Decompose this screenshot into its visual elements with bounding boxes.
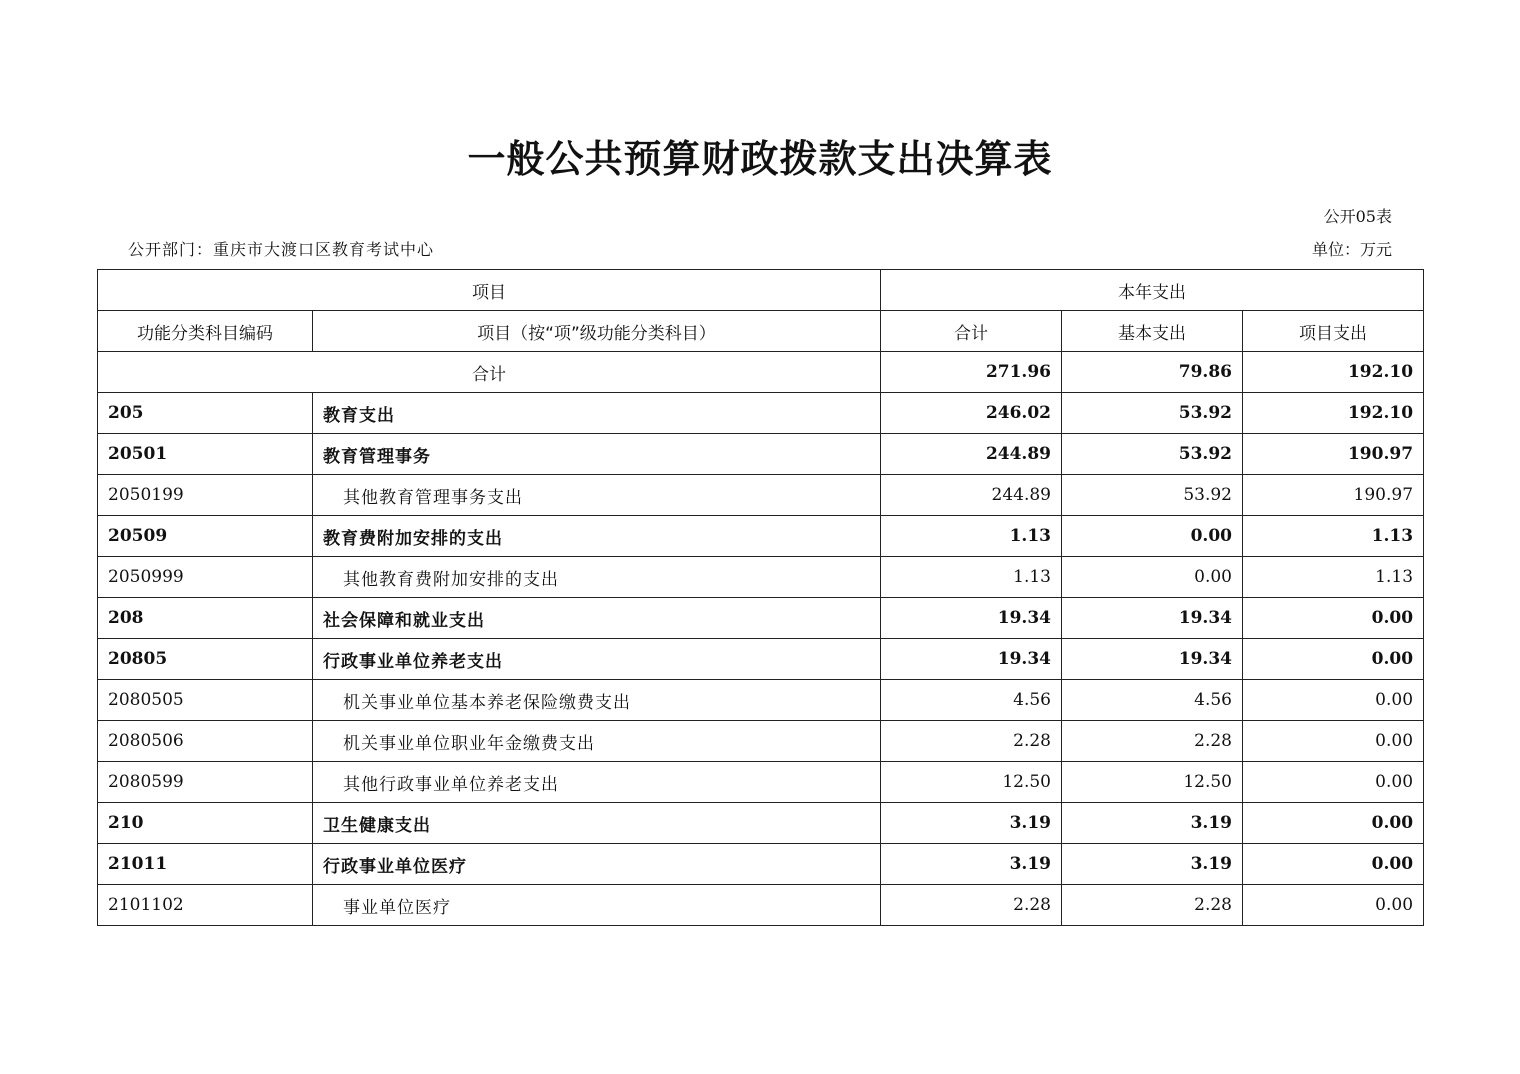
row-name: 其他教育费附加安排的支出 bbox=[313, 557, 881, 598]
row-name: 社会保障和就业支出 bbox=[313, 598, 881, 639]
row-project: 190.97 bbox=[1243, 434, 1424, 475]
table-row bbox=[98, 639, 1424, 680]
row-code: 2080505 bbox=[98, 680, 313, 721]
row-basic: 19.34 bbox=[1062, 639, 1243, 680]
row-total: 19.34 bbox=[881, 598, 1062, 639]
total-row bbox=[98, 352, 1424, 393]
row-code: 2080506 bbox=[98, 721, 313, 762]
row-total: 3.19 bbox=[881, 803, 1062, 844]
unit-label: 单位：万元 bbox=[1311, 240, 1392, 259]
row-name: 行政事业单位医疗 bbox=[313, 844, 881, 885]
header-basic: 基本支出 bbox=[1062, 311, 1243, 352]
row-project: 1.13 bbox=[1243, 516, 1424, 557]
row-project: 0.00 bbox=[1243, 844, 1424, 885]
row-total: 2.28 bbox=[881, 885, 1062, 926]
row-name: 教育支出 bbox=[313, 393, 881, 434]
table-row bbox=[98, 803, 1424, 844]
row-project: 0.00 bbox=[1243, 803, 1424, 844]
row-name: 机关事业单位基本养老保险缴费支出 bbox=[313, 680, 881, 721]
row-total: 246.02 bbox=[881, 393, 1062, 434]
row-basic: 2.28 bbox=[1062, 885, 1243, 926]
total-row-label: 合计 bbox=[98, 352, 881, 393]
table-row bbox=[98, 598, 1424, 639]
row-code: 20501 bbox=[98, 434, 313, 475]
row-basic: 2.28 bbox=[1062, 721, 1243, 762]
row-project: 0.00 bbox=[1243, 885, 1424, 926]
header-code: 功能分类科目编码 bbox=[98, 311, 313, 352]
row-total: 244.89 bbox=[881, 434, 1062, 475]
header-group-row bbox=[98, 270, 1424, 311]
header-total: 合计 bbox=[881, 311, 1062, 352]
row-basic: 4.56 bbox=[1062, 680, 1243, 721]
row-name: 行政事业单位养老支出 bbox=[313, 639, 881, 680]
page-title: 一般公共预算财政拨款支出决算表 bbox=[467, 137, 1053, 181]
row-total: 244.89 bbox=[881, 475, 1062, 516]
row-project: 190.97 bbox=[1243, 475, 1424, 516]
header-row bbox=[98, 311, 1424, 352]
total-row-basic: 79.86 bbox=[1062, 352, 1243, 393]
table-row bbox=[98, 475, 1424, 516]
header-group-expense: 本年支出 bbox=[881, 270, 1424, 311]
row-code: 210 bbox=[98, 803, 313, 844]
row-name: 卫生健康支出 bbox=[313, 803, 881, 844]
row-total: 2.28 bbox=[881, 721, 1062, 762]
table-row bbox=[98, 844, 1424, 885]
row-basic: 0.00 bbox=[1062, 557, 1243, 598]
row-basic: 12.50 bbox=[1062, 762, 1243, 803]
row-name: 教育费附加安排的支出 bbox=[313, 516, 881, 557]
table-row bbox=[98, 516, 1424, 557]
table-row bbox=[98, 885, 1424, 926]
row-total: 19.34 bbox=[881, 639, 1062, 680]
row-basic: 53.92 bbox=[1062, 475, 1243, 516]
row-code: 21011 bbox=[98, 844, 313, 885]
header-item-name: 项目（按“项”级功能分类科目） bbox=[313, 311, 881, 352]
department-label: 公开部门：重庆市大渡口区教育考试中心 bbox=[128, 240, 435, 259]
row-project: 0.00 bbox=[1243, 721, 1424, 762]
row-code: 2050199 bbox=[98, 475, 313, 516]
row-name: 其他行政事业单位养老支出 bbox=[313, 762, 881, 803]
total-row-project: 192.10 bbox=[1243, 352, 1424, 393]
row-project: 0.00 bbox=[1243, 680, 1424, 721]
table-row bbox=[98, 762, 1424, 803]
row-basic: 53.92 bbox=[1062, 393, 1243, 434]
row-name: 事业单位医疗 bbox=[313, 885, 881, 926]
header-group-item: 项目 bbox=[98, 270, 881, 311]
row-total: 12.50 bbox=[881, 762, 1062, 803]
row-basic: 3.19 bbox=[1062, 803, 1243, 844]
row-basic: 3.19 bbox=[1062, 844, 1243, 885]
row-name: 机关事业单位职业年金缴费支出 bbox=[313, 721, 881, 762]
table-row bbox=[98, 557, 1424, 598]
row-total: 1.13 bbox=[881, 557, 1062, 598]
row-code: 20805 bbox=[98, 639, 313, 680]
row-code: 208 bbox=[98, 598, 313, 639]
row-project: 0.00 bbox=[1243, 598, 1424, 639]
row-project: 192.10 bbox=[1243, 393, 1424, 434]
row-total: 3.19 bbox=[881, 844, 1062, 885]
row-code: 205 bbox=[98, 393, 313, 434]
row-project: 0.00 bbox=[1243, 639, 1424, 680]
table-row bbox=[98, 434, 1424, 475]
total-row-total: 271.96 bbox=[881, 352, 1062, 393]
row-basic: 53.92 bbox=[1062, 434, 1243, 475]
expenditure-table bbox=[97, 269, 1424, 926]
header-project: 项目支出 bbox=[1243, 311, 1424, 352]
table-row bbox=[98, 393, 1424, 434]
row-name: 其他教育管理事务支出 bbox=[313, 475, 881, 516]
row-code: 20509 bbox=[98, 516, 313, 557]
row-name: 教育管理事务 bbox=[313, 434, 881, 475]
table-number: 公开05表 bbox=[1323, 207, 1392, 226]
table-row bbox=[98, 680, 1424, 721]
row-total: 4.56 bbox=[881, 680, 1062, 721]
row-basic: 0.00 bbox=[1062, 516, 1243, 557]
row-project: 0.00 bbox=[1243, 762, 1424, 803]
row-basic: 19.34 bbox=[1062, 598, 1243, 639]
row-total: 1.13 bbox=[881, 516, 1062, 557]
table-row bbox=[98, 721, 1424, 762]
row-project: 1.13 bbox=[1243, 557, 1424, 598]
row-code: 2101102 bbox=[98, 885, 313, 926]
row-code: 2050999 bbox=[98, 557, 313, 598]
row-code: 2080599 bbox=[98, 762, 313, 803]
